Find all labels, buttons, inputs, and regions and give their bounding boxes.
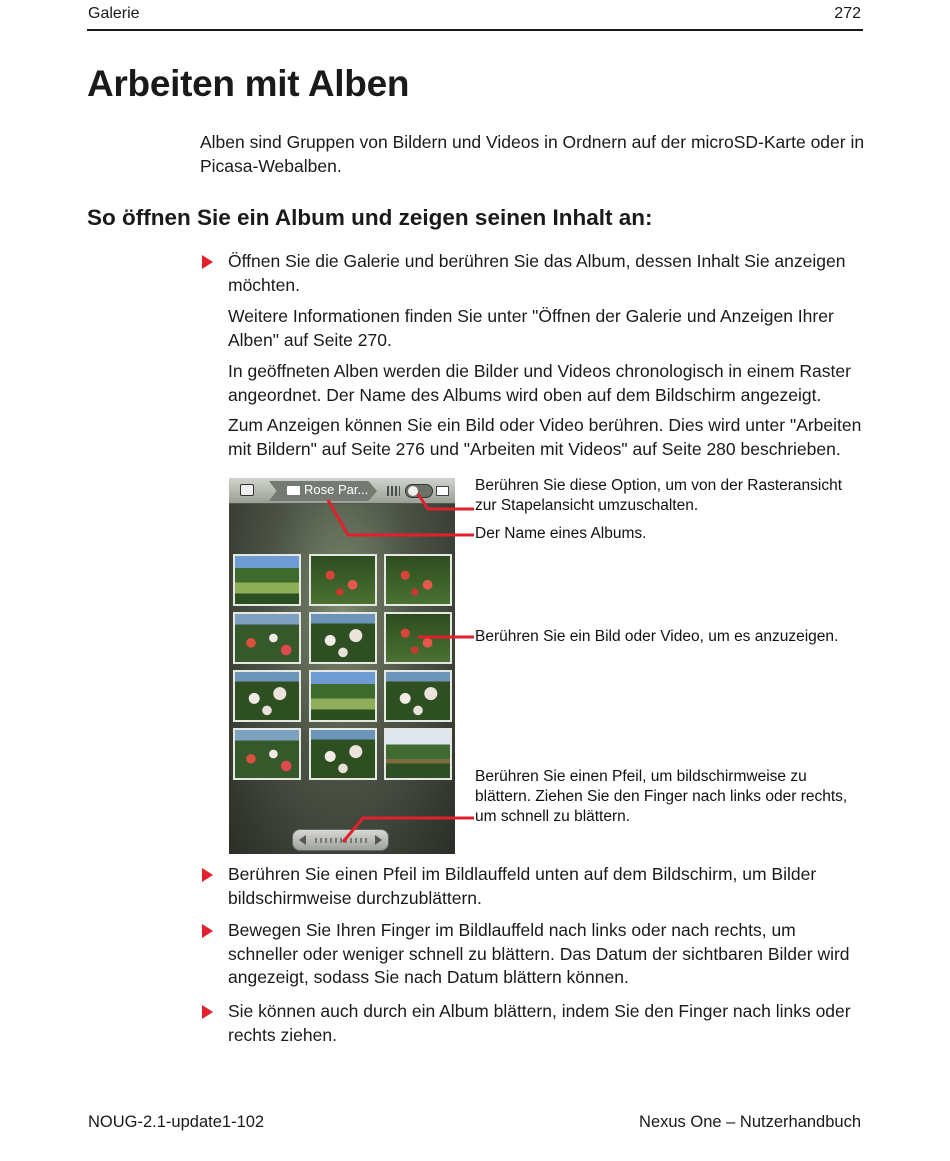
running-header-section: Galerie [88, 5, 140, 22]
view-toggle-icon [405, 484, 433, 498]
scroll-bar [292, 829, 389, 851]
bullet-triangle-icon [202, 868, 213, 882]
callout-toggle: Berühren Sie diese Option, um von der Rasteransicht zur Stapelansicht umzuschalten. [475, 477, 843, 514]
gallery-screenshot [229, 478, 455, 854]
step-text: Sie können auch durch ein Album blättern, indem Sie den Finger nach links oder rechts ziehen. [228, 1001, 851, 1045]
scroll-right-arrow-icon [375, 835, 382, 845]
callout-thumbnail: Berühren Sie ein Bild oder Video, um es anzuzeigen. [475, 628, 839, 645]
album-name-label: Rose Par... [304, 482, 369, 497]
photo-thumbnail [384, 554, 452, 606]
intro-paragraph: Alben sind Gruppen von Bildern und Videos in Ordnern auf der microSD-Karte oder in Picasa-Webalben. [200, 132, 865, 176]
callout-scroller: Berühren Sie einen Pfeil, um bildschirmweise zu blättern. Ziehen Sie den Finger nach links oder rechts, um schnell zu blättern. [475, 768, 848, 825]
photo-thumbnail [309, 554, 377, 606]
photo-thumbnail [384, 612, 452, 664]
photo-thumbnail [384, 670, 452, 722]
photo-thumbnail [384, 728, 452, 780]
bullet-triangle-icon [202, 255, 213, 269]
folder-icon [287, 486, 300, 495]
step-text: Berühren Sie einen Pfeil im Bildlauffeld unten auf dem Bildschirm, um Bilder bildschirmweise durchzublättern. [228, 864, 817, 908]
footer-doc-title: Nexus One – Nutzerhandbuch [639, 1113, 861, 1131]
photo-thumbnail [233, 554, 301, 606]
step-text: Bewegen Sie Ihren Finger im Bildlauffeld nach links oder nach rechts, um schneller oder weniger schnell zu blättern. Das Datum der sichtbaren Bilder wird angezeigt, sodass Sie nach Datum blättern können. [228, 920, 850, 987]
gallery-top-bar [229, 478, 455, 504]
header-rule [87, 29, 863, 31]
running-header-page-number: 272 [834, 5, 861, 22]
info-paragraph: Zum Anzeigen können Sie ein Bild oder Video berühren. Dies wird unter "Arbeiten mit Bildern" auf Seite 276 und "Arbeiten mit Videos" auf Seite 280 beschrieben. [228, 415, 862, 459]
bullet-triangle-icon [202, 1005, 213, 1019]
bullet-triangle-icon [202, 924, 213, 938]
section-title: So öffnen Sie ein Album und zeigen seinen Inhalt an: [87, 205, 653, 230]
callout-album-name: Der Name eines Albums. [475, 525, 647, 542]
photo-thumbnail [309, 728, 377, 780]
camera-icon [240, 484, 254, 496]
page-title: Arbeiten mit Alben [87, 63, 410, 104]
photo-thumbnail [309, 670, 377, 722]
stack-view-icon [436, 486, 449, 496]
photo-thumbnail [309, 612, 377, 664]
info-paragraph: In geöffneten Alben werden die Bilder und Videos chronologisch in einem Raster angeordnet. Der Name des Albums wird oben auf dem Bildschirm angezeigt. [228, 361, 851, 405]
footer-doc-id: NOUG-2.1-update1-102 [88, 1113, 265, 1131]
photo-thumbnail [233, 612, 301, 664]
info-paragraph: Weitere Informationen finden Sie unter "Öffnen der Galerie und Anzeigen Ihrer Alben" auf Seite 270. [228, 306, 834, 350]
photo-thumbnail [233, 670, 301, 722]
scroll-grip [315, 838, 367, 843]
grid-view-icon [387, 486, 400, 496]
scroll-left-arrow-icon [299, 835, 306, 845]
photo-thumbnail [233, 728, 301, 780]
step-text: Öffnen Sie die Galerie und berühren Sie das Album, dessen Inhalt Sie anzeigen möchten. [228, 251, 846, 295]
